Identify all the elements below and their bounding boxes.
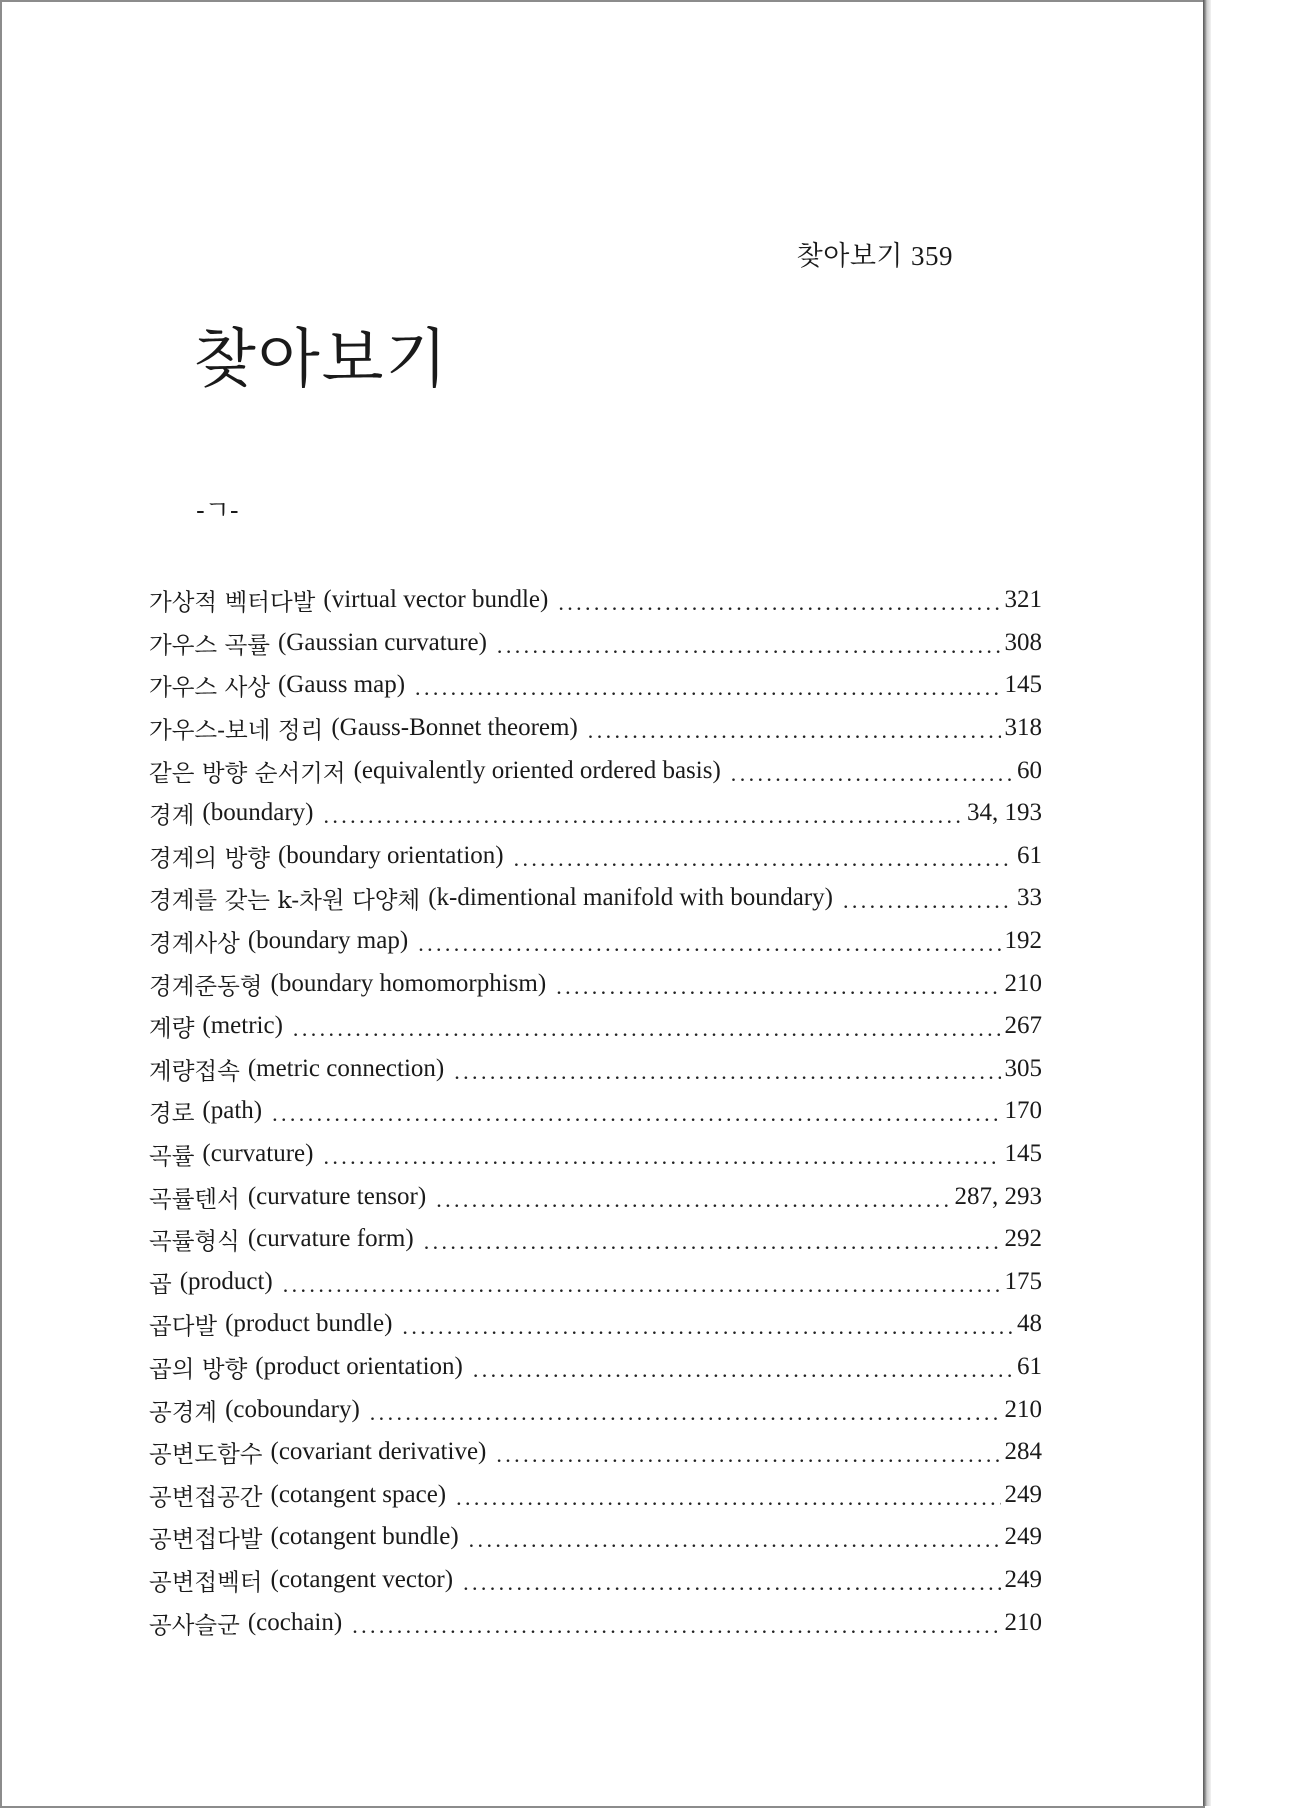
dot-leader [843,888,1013,914]
index-term: 같은 방향 순서기저 [149,758,346,787]
index-entry [149,877,1042,920]
index-english-term: (cochain) [247,1608,343,1636]
section-heading: -ㄱ- [196,496,239,526]
index-term: 경계 [149,801,195,830]
index-page-numbers: 308 [1004,628,1042,656]
dot-leader [293,1016,1001,1042]
index-english-term: (k-dimentional manifold with boundary) [428,884,833,912]
index-english-term: (product) [179,1267,273,1295]
index-english-term: (curvature form) [247,1225,414,1253]
index-entry [149,622,1042,665]
dot-leader [436,1187,950,1213]
index-english-term: (virtual vector bundle) [323,586,549,614]
index-entry [149,579,1042,622]
index-page-numbers: 60 [1017,756,1042,784]
dot-leader [272,1101,1000,1127]
index-page-numbers: 210 [1004,969,1042,997]
index-page-numbers: 210 [1004,1608,1042,1636]
index-page-numbers: 249 [1004,1480,1042,1508]
index-term: 곱다발 [149,1312,218,1341]
index-term: 경로 [149,1099,195,1128]
index-entry [149,1473,1042,1516]
index-english-term: (curvature) [202,1140,314,1168]
index-english-term: (coboundary) [225,1395,360,1423]
index-english-term: (Gauss map) [277,671,406,699]
index-term: 공변접벡터 [149,1567,263,1596]
index-english-term: (cotangent space) [270,1480,447,1508]
index-page-numbers: 321 [1004,586,1042,614]
page-number: 359 [911,241,953,271]
index-page-numbers: 267 [1004,1012,1042,1040]
index-term: 경계준동형 [149,971,263,1000]
index-entry [149,1516,1042,1559]
index-term: 경계의 방향 [149,843,270,872]
dot-leader [415,675,1000,701]
index-term: 곡률형식 [149,1227,240,1256]
index-term: 공변도함수 [149,1440,263,1469]
index-term: 곡률텐서 [149,1184,240,1213]
index-term: 공변접공간 [149,1482,263,1511]
index-entry [149,962,1042,1005]
index-term: 가우스 곡률 [149,630,270,659]
index-page-numbers: 61 [1017,841,1042,869]
index-term: 가우스-보네 정리 [149,716,324,745]
index-english-term: (boundary) [202,799,314,827]
index-page-numbers: 305 [1004,1054,1042,1082]
index-entry [149,1005,1042,1048]
index-entry [149,1175,1042,1218]
index-entry [149,835,1042,878]
index-entry [149,1261,1042,1304]
index-page-numbers: 175 [1004,1267,1042,1295]
running-head-title: 찾아보기 [796,241,903,272]
index-english-term: (boundary homomorphism) [270,969,547,997]
index-term: 계량 [149,1014,195,1043]
index-page-numbers: 318 [1004,714,1042,742]
dot-leader [558,590,1000,616]
dot-leader [456,1485,1000,1511]
index-page-numbers: 210 [1004,1395,1042,1423]
dot-leader [402,1314,1013,1340]
index-term: 공경계 [149,1397,218,1426]
dot-leader [588,718,1001,744]
index-page-numbers: 292 [1004,1225,1042,1253]
index-english-term: (Gauss-Bonnet theorem) [331,714,578,742]
index-page-numbers: 284 [1004,1438,1042,1466]
index-page-numbers: 192 [1004,927,1042,955]
dot-leader [424,1229,1001,1255]
index-page-numbers: 287, 293 [954,1182,1042,1210]
index-term: 경계사상 [149,929,240,958]
index-english-term: (metric) [202,1012,283,1040]
index-english-term: (cotangent vector) [270,1565,454,1593]
index-english-term: (metric connection) [247,1054,445,1082]
dot-leader [496,1442,1000,1468]
index-term: 공변접다발 [149,1525,263,1554]
dot-leader [463,1570,1000,1596]
index-entry [149,1388,1042,1431]
index-entry [149,664,1042,707]
page-edge-shadow [1203,0,1211,1806]
index-english-term: (curvature tensor) [247,1182,427,1210]
index-term: 계량접속 [149,1056,240,1085]
index-page-numbers: 145 [1004,671,1042,699]
index-entry [149,1601,1042,1644]
dot-leader [556,974,1000,1000]
index-entry [149,920,1042,963]
index-entry [149,749,1042,792]
index-entry [149,1133,1042,1176]
index-term: 곱 [149,1269,172,1298]
dot-leader [352,1613,1000,1639]
index-page-numbers: 145 [1004,1140,1042,1168]
index-entry [149,707,1042,750]
dot-leader [731,761,1013,787]
index-list [149,579,1042,1644]
index-entry [149,1559,1042,1602]
index-english-term: (Gaussian curvature) [277,628,487,656]
index-english-term: (cotangent bundle) [270,1523,459,1551]
index-term: 가우스 사상 [149,673,270,702]
index-entry [149,1048,1042,1091]
index-page-numbers: 61 [1017,1352,1042,1380]
index-english-term: (boundary map) [247,927,409,955]
index-entry [149,792,1042,835]
dot-leader [283,1272,1001,1298]
dot-leader [454,1059,1000,1085]
index-english-term: (path) [202,1097,263,1125]
index-page-numbers: 33 [1017,884,1042,912]
dot-leader [473,1357,1013,1383]
index-english-term: (boundary orientation) [277,841,504,869]
index-page-numbers: 34, 193 [967,799,1042,827]
index-term: 가상적 벡터다발 [149,588,316,617]
index-entry [149,1303,1042,1346]
index-english-term: (equivalently oriented ordered basis) [353,756,721,784]
index-entry [149,1431,1042,1474]
dot-leader [323,803,963,829]
index-page-numbers: 170 [1004,1097,1042,1125]
index-english-term: (covariant derivative) [270,1438,487,1466]
index-term: 곱의 방향 [149,1354,248,1383]
index-english-term: (product orientation) [255,1352,463,1380]
index-english-term: (product bundle) [225,1310,393,1338]
index-term: 곡률 [149,1142,195,1171]
index-page-numbers: 249 [1004,1565,1042,1593]
dot-leader [418,931,1000,957]
index-term: 경계를 갖는 k-차원 다양체 [149,886,421,915]
dot-leader [370,1400,1001,1426]
dot-leader [514,846,1013,872]
index-page-numbers: 48 [1017,1310,1042,1338]
page-title: 찾아보기 [194,323,450,397]
dot-leader [497,633,1001,659]
index-entry [149,1346,1042,1389]
index-page-numbers: 249 [1004,1523,1042,1551]
index-entry [149,1090,1042,1133]
dot-leader [323,1144,1000,1170]
dot-leader [469,1527,1001,1553]
running-head [797,234,953,273]
index-entry [149,1218,1042,1261]
index-term: 공사슬군 [149,1610,240,1639]
